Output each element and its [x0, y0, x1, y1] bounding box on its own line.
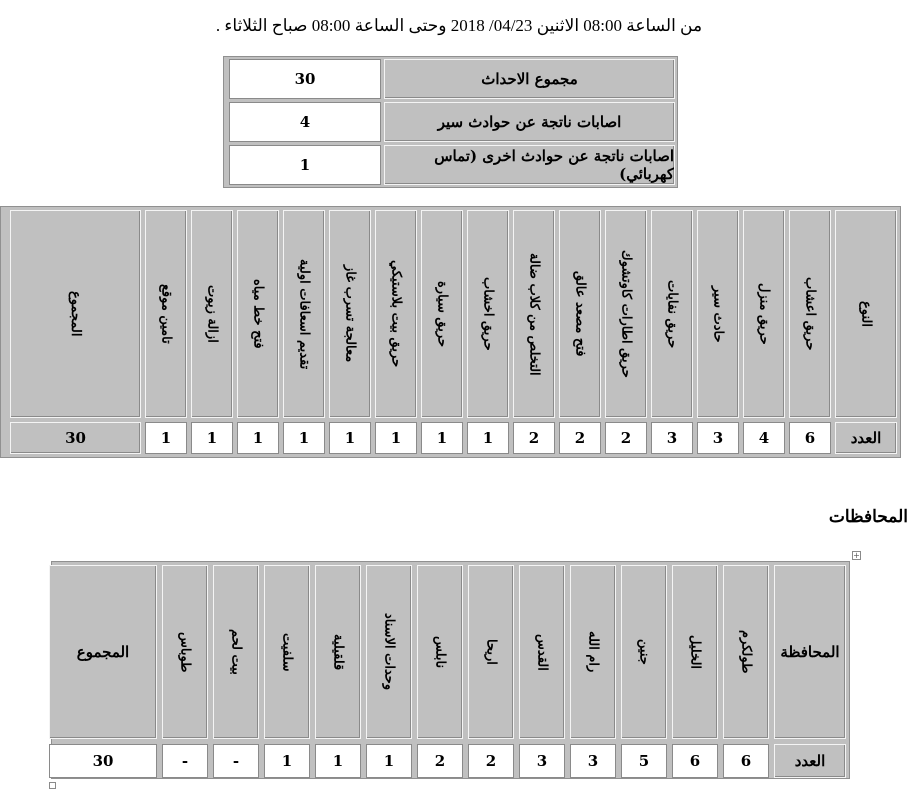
- type-label: معالجة تسرب غاز: [342, 265, 358, 363]
- gov-label: رام الله: [585, 631, 601, 673]
- type-cell: [283, 210, 325, 418]
- type-count: 1: [329, 422, 371, 454]
- type-label: فتح مصعد عالق: [572, 271, 588, 357]
- count-header: العدد: [835, 422, 897, 454]
- table-move-handle-icon[interactable]: +: [853, 551, 860, 560]
- gov-count: 1: [366, 744, 412, 778]
- type-count: 4: [743, 422, 785, 454]
- type-label: حريق نفايات: [664, 279, 680, 349]
- type-cell: [467, 210, 509, 418]
- gov-count: 3: [570, 744, 616, 778]
- type-count: 1: [375, 422, 417, 454]
- gov-total-value: 30: [49, 744, 157, 778]
- type-label: حريق اخشاب: [480, 277, 496, 351]
- governorates-section-title: المحافظات: [828, 507, 908, 526]
- type-count: 1: [191, 422, 233, 454]
- type-label: تامين موقع: [158, 284, 174, 344]
- type-cell: [375, 210, 417, 418]
- summary-value: 30: [229, 59, 381, 99]
- summary-value: 1: [229, 145, 381, 185]
- summary-label: اصابات ناتجة عن حوادث اخرى (تماس كهربائي): [384, 145, 675, 185]
- gov-cell: [519, 565, 565, 739]
- type-header-cell: [835, 210, 897, 418]
- type-label: فتح خط مياه: [250, 279, 266, 349]
- summary-value: 4: [229, 102, 381, 142]
- type-label: حريق بيت بلاستيكي: [388, 260, 404, 368]
- type-count: 3: [697, 422, 739, 454]
- gov-label: بيت لحم: [228, 629, 244, 675]
- gov-label: جنين: [636, 639, 652, 665]
- type-cell: [421, 210, 463, 418]
- incident-types-table: [0, 206, 901, 458]
- type-count: 1: [467, 422, 509, 454]
- gov-count: 3: [519, 744, 565, 778]
- type-count: 2: [559, 422, 601, 454]
- type-count: 1: [145, 422, 187, 454]
- gov-label: قلقيلية: [330, 633, 346, 671]
- type-label: حريق اعشاب: [802, 277, 818, 351]
- total-header: المجموع: [68, 291, 83, 337]
- gov-cell: [672, 565, 718, 739]
- gov-cell: [366, 565, 412, 739]
- gov-cell: [570, 565, 616, 739]
- gov-label: اريحا: [483, 639, 499, 665]
- gov-cell: [213, 565, 259, 739]
- type-cell: [789, 210, 831, 418]
- gov-label: طوباس: [177, 631, 193, 673]
- gov-label: وحدات الاسناد: [381, 613, 397, 691]
- gov-cell: [468, 565, 514, 739]
- gov-count: -: [213, 744, 259, 778]
- type-label: تقديم اسعافات اولية: [296, 258, 312, 370]
- type-count: 1: [421, 422, 463, 454]
- type-cell: [743, 210, 785, 418]
- summary-label: مجموع الاحداث: [384, 59, 675, 99]
- gov-header: المحافظة: [774, 565, 846, 739]
- gov-count-header: العدد: [774, 744, 846, 778]
- gov-count: 1: [315, 744, 361, 778]
- summary-table: [223, 56, 678, 188]
- gov-label: القدس: [534, 633, 550, 671]
- type-cell: [651, 210, 693, 418]
- gov-count: 5: [621, 744, 667, 778]
- gov-label: الخليل: [687, 634, 703, 670]
- type-count: 2: [605, 422, 647, 454]
- total-header-cell: [10, 210, 141, 418]
- gov-cell: [162, 565, 208, 739]
- gov-cell: [621, 565, 667, 739]
- gov-label: سلفيت: [279, 632, 295, 672]
- gov-cell: [264, 565, 310, 739]
- type-cell: [145, 210, 187, 418]
- type-label: التخلص من كلاب ضالة: [526, 252, 542, 376]
- type-cell: [559, 210, 601, 418]
- type-count: 1: [283, 422, 325, 454]
- type-label: حريق سيارة: [434, 280, 450, 348]
- type-cell: [605, 210, 647, 418]
- gov-count: 6: [672, 744, 718, 778]
- gov-label: نابلس: [432, 635, 448, 669]
- total-value: 30: [10, 422, 141, 454]
- type-cell: [191, 210, 233, 418]
- type-cell: [513, 210, 555, 418]
- type-header: النوع: [858, 301, 874, 327]
- type-label: حادث سير: [710, 285, 726, 343]
- type-count: 1: [237, 422, 279, 454]
- type-cell: [329, 210, 371, 418]
- type-label: ازالة زيوت: [204, 285, 220, 343]
- type-count: 6: [789, 422, 831, 454]
- type-label: حريق اطارات كاوتشوك: [618, 250, 634, 378]
- gov-count: -: [162, 744, 208, 778]
- gov-label: طولكرم: [738, 630, 754, 674]
- gov-count: 6: [723, 744, 769, 778]
- governorates-table: [51, 561, 850, 779]
- gov-cell: [315, 565, 361, 739]
- type-count: 3: [651, 422, 693, 454]
- summary-label: اصابات ناتجة عن حوادث سير: [384, 102, 675, 142]
- type-cell: [697, 210, 739, 418]
- type-count: 2: [513, 422, 555, 454]
- gov-count: 2: [468, 744, 514, 778]
- gov-total-header: المجموع: [49, 565, 157, 739]
- gov-cell: [417, 565, 463, 739]
- gov-count: 2: [417, 744, 463, 778]
- gov-cell: [723, 565, 769, 739]
- type-label: حريق منزل: [756, 283, 772, 345]
- period-heading: من الساعة 08:00 الاثنين 04/23/ 2018 وحتى الساعة 08:00 صباح الثلاثاء .: [215, 16, 703, 35]
- gov-count: 1: [264, 744, 310, 778]
- type-cell: [237, 210, 279, 418]
- table-resize-handle-icon[interactable]: [49, 782, 56, 789]
